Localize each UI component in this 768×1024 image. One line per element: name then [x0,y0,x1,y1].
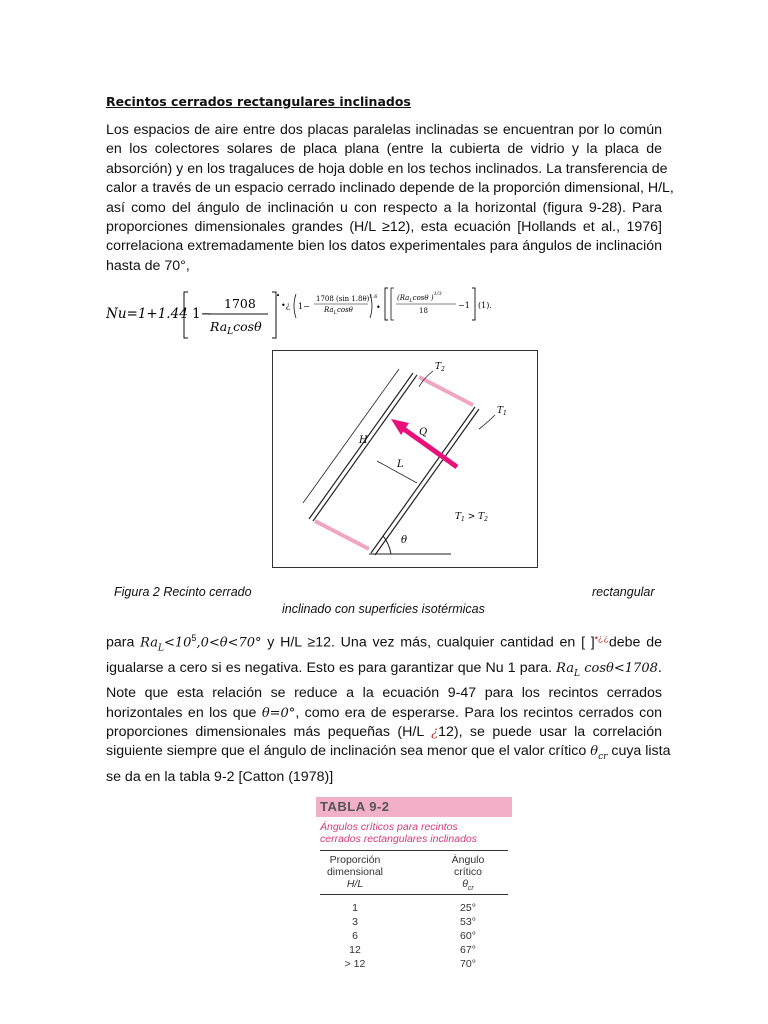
table-cell: 12 [349,944,361,956]
eq-tail: (1). [478,301,492,310]
paragraph-line: absorción) y en los tragaluces de hoja doble en los techos inclinados. La transferencia de [106,160,668,177]
h-dimension-line [303,369,399,503]
eq-inner-den: $Ra_L\cos\theta$ [324,306,353,316]
eq-frac3-bracket-left [385,288,388,320]
figure-caption-part2: rectangular [592,585,655,599]
intro-paragraph [106,121,674,276]
col-header-angle: Ángulo crítico $\theta_{cr}$ [451,854,485,893]
left-wall-outer [309,373,413,519]
section-title: Recintos cerrados rectangulares inclinados [106,94,411,109]
table-cell: 25° [460,902,476,914]
t1-label: $T_1$ [497,406,507,417]
col-angle-values [438,901,498,971]
paragraph-line: hasta de 70°, [106,257,190,274]
eq-frac3-num: ($Ra_L\cos\theta$ )$^{1/3}$ [397,291,442,304]
col-header-ratio: Proporción dimensional H/L [326,854,384,890]
eq-frac1-den: $Ra_L\cos\theta$ [210,319,262,337]
eq-one-minus: 1− [192,306,212,322]
paragraph-line: proporciones dimensionales más pequeñas (H/L ¿12), se puede usar la correlación [106,724,662,741]
paragraph-line: así como del ángulo de inclinación u con respecto a la horizontal (figura 9-28). Para [106,199,662,216]
eq-frac3-den: 18 [419,307,428,315]
figure-caption-part3: inclinado con superficies isotérmicas [282,602,485,616]
eq-junk2: • [376,303,381,312]
t1-pointer [479,415,495,429]
top-plate [419,377,473,405]
bottom-plate [315,521,369,549]
paragraph-line: se da en la tabla 9-2 [Catton (1978)] [106,768,334,785]
table-cell: 60° [460,930,476,942]
eq-junk1: •¿ [281,301,291,310]
h-label: H [359,435,368,446]
paragraph-line: proporciones dimensionales grandes (H/L ≥12), esta ecuación [Hollands et al., 1976] [106,219,662,236]
table-header-rule [320,894,508,895]
table-cell: > 12 [344,958,366,970]
paragraph-line: calor a través de un espacio cerrado inclinado depende de la proporción dimensional, H/L, [106,180,674,197]
table-cell: 6 [352,930,358,942]
table-critical-angles [316,797,512,975]
eq-inner-paren-left [294,294,296,318]
eq-inner-num: 1708 (sin 1.8θ)$^{1.6}$ [316,294,378,303]
paragraph-line: Los espacios de aire entre dos placas paralelas inclinadas se encuentran por lo común [106,122,662,138]
heat-flow-arrow [401,427,457,467]
figure-caption-part1: Figura 2 Recinto cerrado [114,585,252,599]
t2-label: $T_2$ [435,362,445,373]
paragraph-line: Note que esta relación se reduce a la ecuación 9-47 para los recintos cerrados [106,685,662,702]
table-cell: 67° [460,944,476,956]
table-title: TABLA 9-2 [320,799,390,814]
paragraph-line: en los colectores solares de placa plana (entre la cubierta de vidrio y la placa de [106,141,662,158]
table-cell: 3 [352,916,358,928]
eq-frac3-bracket-right [472,288,475,320]
eq-lhs: Nu=1+1.44 [106,306,188,322]
paragraph-line: para $Ra_L<10^5,0<\theta<70^\circ$ y H/L ≥12. Una vez más, cualquier cantidad en [ ]•¿¿debe de [106,633,662,654]
nusselt-equation [106,286,666,342]
paragraph-line: correlaciona extremadamente bien los datos experimentales para ángulos de inclinación [106,238,662,255]
left-wall-inner [313,375,417,521]
eq-frac1-num: 1708 [224,296,256,311]
temperature-condition: $T_1 > T_2$ [455,512,488,523]
table-cell: 1 [352,902,358,914]
q-label: Q [419,427,428,438]
paragraph-line: igualarse a cero si es negativa. Esto es para garantizar que Nu 1 para. $Ra_L$ cosθ<1708. [106,659,662,679]
table-top-rule [320,850,508,851]
theta-label: θ [401,535,408,546]
table-cell: 53° [460,916,476,928]
eq-inner-one-minus: 1− [298,302,310,311]
conditions-paragraph [106,629,671,787]
table-cell: 70° [460,958,476,970]
l-label: L [397,459,404,470]
paragraph-line: siguiente siempre que el ángulo de inclinación sea menor que el valor crítico $\theta_{cr}$ cuya lista [106,743,671,763]
eq-frac3-bracket-inner [391,288,394,320]
paragraph-line: horizontales en los que θ=0°, como era de esperarse. Para los recintos cerrados con [106,704,662,721]
col-ratio-values [320,901,390,971]
table-subtitle: Ángulos críticos para recintos cerrados rectangulares inclinados [320,821,478,845]
eq-sup-dot: • [276,292,281,300]
eq-minus-one: −1 [458,301,470,310]
inclined-enclosure-figure [272,350,538,568]
